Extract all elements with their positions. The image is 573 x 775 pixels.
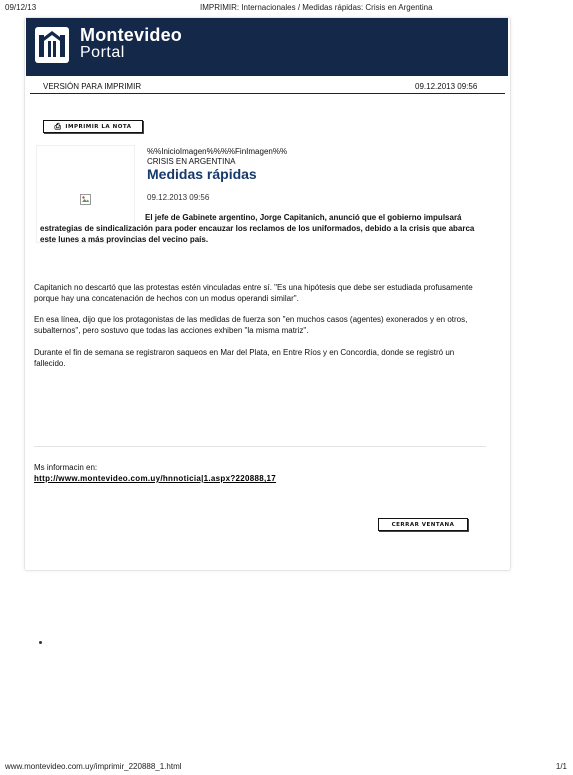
divider: [34, 446, 486, 447]
logo-subtitle: Portal: [80, 44, 125, 61]
print-version-label: VERSIÓN PARA IMPRIMIR: [43, 82, 142, 91]
logo-title: Montevideo: [80, 25, 183, 45]
close-window-label: CERRAR VENTANA: [391, 521, 455, 528]
more-info-link[interactable]: http://www.montevideo.com.uy/hnnoticia|1.aspx?220888,17: [34, 474, 277, 483]
article-kicker: CRISIS EN ARGENTINA: [147, 157, 236, 166]
article-paragraph: Durante el fin de semana se registraron saqueos en Mar del Plata, en Entre Ríos y en Concordia, donde se registró un fallecido.: [34, 348, 455, 368]
print-timestamp: 09.12.2013 09:56: [415, 82, 478, 91]
image-placeholder-marker: %%InicioImagen%%%%FinImagen%%: [147, 147, 288, 156]
print-article-button[interactable]: [43, 120, 143, 133]
close-window-button[interactable]: [378, 518, 468, 531]
broken-image-icon: [80, 192, 91, 203]
article-title: Medidas rápidas: [147, 166, 257, 182]
article-paragraph: Capitanich no descartó que las protestas estén vinculadas entre sí. "Es una hipótesis que debe ser estudiada profusamente porque hay una concatenación de hechos con un modus operandi similar".: [34, 283, 473, 303]
stray-mark: [39, 641, 42, 644]
printer-icon: ⎙: [54, 121, 62, 131]
article-paragraph: En esa línea, dijo que los protagonistas de las medidas de fuerza son "en muchos casos (agentes) exonerados y en otros, subalternos", pero sostuvo que todas las acciones exhiben "la misma matriz".: [34, 315, 468, 335]
divider: [30, 93, 505, 94]
article-lead: El jefe de Gabinete argentino, Jorge Capitanich, anunció que el gobierno impulsará estrategias de sindicalización para poder encauzar los reclamos de los uniformados, debido a la crisis que abarca este lunes a más provincias del vecino país.: [40, 213, 475, 244]
print-page-title: IMPRIMIR: Internacionales / Medidas rápidas: Crisis en Argentina: [200, 3, 433, 12]
page-number: 1/1: [555, 762, 567, 771]
montevideo-logo-icon: [35, 27, 69, 63]
article-date: 09.12.2013 09:56: [147, 193, 210, 202]
more-info-label: Ms informacin en:: [34, 463, 98, 472]
print-article-label: IMPRIMIR LA NOTA: [65, 123, 132, 130]
print-url: www.montevideo.com.uy/imprimir_220888_1.html: [5, 762, 182, 771]
print-date-header: 09/12/13: [5, 3, 37, 12]
